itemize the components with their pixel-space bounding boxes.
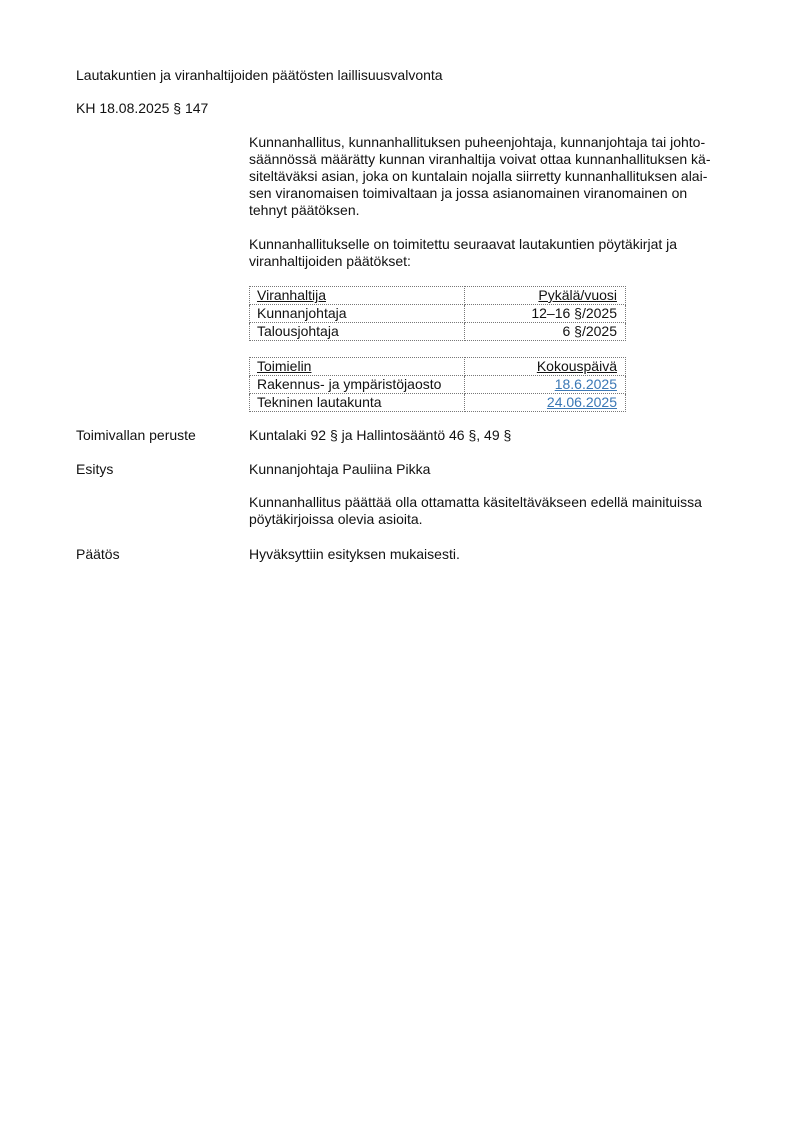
proposal-paragraph (249, 494, 734, 528)
column-header-official: Viranhaltija (250, 287, 465, 305)
table-header-row (250, 358, 626, 376)
table-row (250, 305, 626, 323)
list-intro-line: viranhaltijoiden päätökset: (249, 253, 411, 269)
table-row (250, 376, 626, 394)
intro-line: siteltäväksi asian, joka on kuntalain nojalla siirretty kunnanhallituksen alai- (249, 168, 708, 184)
meeting-date-link[interactable]: 24.06.2025 (546, 394, 617, 410)
column-header-body: Toimielin (250, 358, 465, 376)
proposal-presenter: Kunnanjohtaja Pauliina Pikka (249, 461, 431, 477)
intro-line: Kunnanhallitus, kunnanhallituksen puheenjohtaja, kunnanjohtaja tai johto- (249, 134, 706, 150)
table-cell: 12–16 §/2025 (465, 305, 626, 323)
bodies-table (249, 357, 626, 412)
table-cell: 6 §/2025 (465, 323, 626, 341)
list-intro-line: Kunnanhallitukselle on toimitettu seuraavat lautakuntien pöytäkirjat ja (249, 236, 678, 252)
proposal-label: Esitys (76, 461, 114, 477)
list-intro-paragraph (249, 236, 734, 270)
proposal-line: pöytäkirjoissa olevia asioita. (249, 511, 423, 527)
meeting-date-link[interactable]: 18.6.2025 (554, 376, 617, 392)
meeting-reference: KH 18.08.2025 § 147 (76, 100, 209, 116)
decision-label: Päätös (76, 546, 120, 562)
table-cell: Rakennus- ja ympäristöjaosto (250, 376, 465, 394)
proposal-line: Kunnanhallitus päättää olla ottamatta käsiteltäväkseen edellä mainituissa (249, 494, 702, 510)
table-row (250, 323, 626, 341)
intro-line: tehnyt päätöksen. (249, 202, 360, 218)
intro-line: säännössä määrätty kunnan viranhaltija voivat ottaa kunnanhallituksen kä- (249, 151, 711, 167)
officials-table (249, 286, 626, 341)
table-cell: Talousjohtaja (250, 323, 465, 341)
column-header-section-year: Pykälä/vuosi (465, 287, 626, 305)
table-header-row (250, 287, 626, 305)
table-cell: Tekninen lautakunta (250, 394, 465, 412)
intro-line: sen viranomaisen toimivaltaan ja jossa asianomainen viranomainen on (249, 185, 688, 201)
document-title: Lautakuntien ja viranhaltijoiden päätösten laillisuusvalvonta (76, 67, 443, 83)
table-cell: Kunnanjohtaja (250, 305, 465, 323)
decision-text: Hyväksyttiin esityksen mukaisesti. (249, 546, 460, 562)
column-header-meeting-date: Kokouspäivä (465, 358, 626, 376)
table-row (250, 394, 626, 412)
basis-text: Kuntalaki 92 § ja Hallintosääntö 46 §, 49 § (249, 427, 512, 443)
intro-paragraph (249, 134, 734, 219)
basis-label: Toimivallan peruste (76, 427, 196, 443)
